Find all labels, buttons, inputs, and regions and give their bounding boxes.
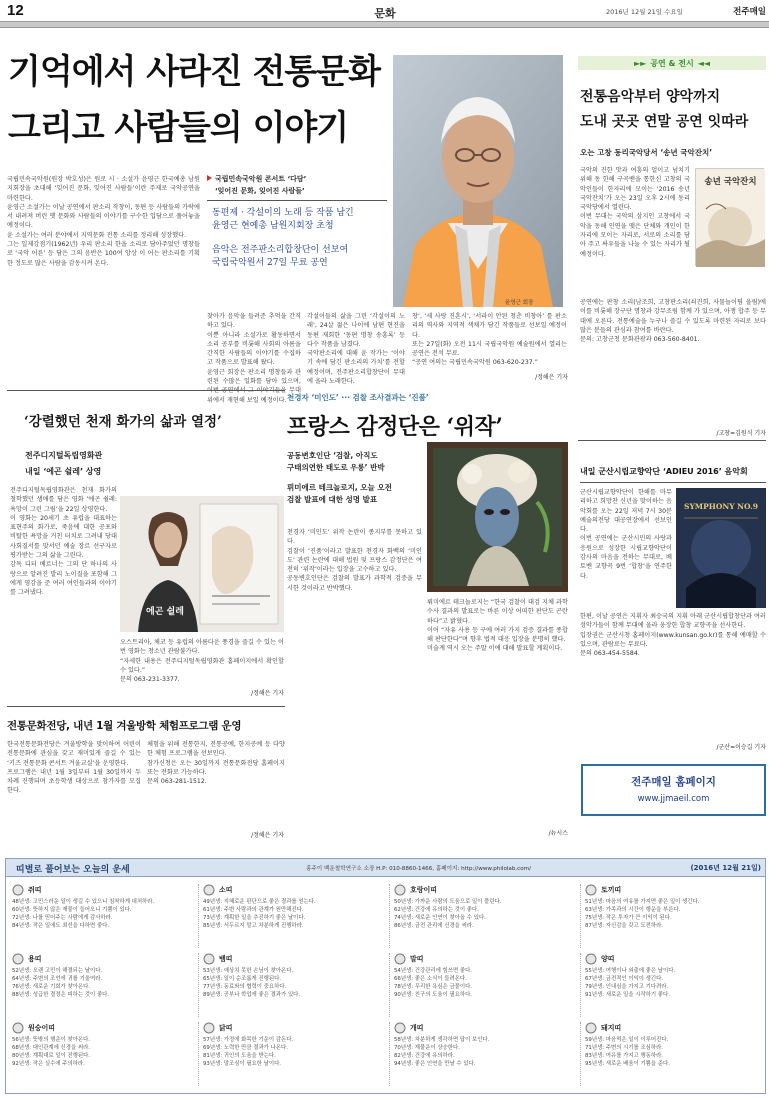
photo-caption: 윤영근 회장 — [505, 300, 534, 306]
fortune-sign-name: 뱀띠 — [219, 955, 233, 963]
painting-photo — [427, 442, 568, 592]
fortune-provider: 홍주이 백운철학연구소 소장 H.P: 010-8860-1466, 홈페이지: http://www.philolab.com/ — [306, 866, 532, 872]
ad-title: 전주매일 홈페이지 — [631, 776, 716, 788]
main-col4: 창’, ‘세 사랑 진혼시’, ‘서라이 안된 청춘 비창아’ 를 판소리의 역사와 지역적 색채가 담긴 작품들로 선보일 예정이다. 또는 27일(화) 오전 11시 국립국악원 예술원에서 열리는 공연은 전석 무료. “공연 여의는 국립민속국악원 063-620-237.” — [412, 313, 567, 367]
fortune-item-title — [203, 884, 385, 896]
deck-2 — [212, 244, 390, 272]
triangle-icon — [207, 175, 212, 181]
deck-2-line1: 음악은 전주판소리합창단이 선보여 — [212, 245, 349, 255]
portrait-photo — [393, 55, 563, 307]
mid2-col2: 뤼미에르 테크놀로지는 “한국 검찰이 대검 지체 과학수사 결과의 발표로는 바른 이상 어떠한 판단도 곤란하다”고 밝혔다. 이어 “자유 사용 등 구에 여러 가지 검증 결과를 종합해 판단한다”며 향후 법적 대응 입장을 분명히 했다. 미술계 역시 오는 주말 이에 대해 발표할 계획이다. — [427, 599, 568, 653]
fortune-divider — [198, 884, 199, 948]
fortune-sign-text: 58년생: 차분하게 생각하면 답이 보인다. 70년생: 재물운이 상승한다. 82년생: 건강에 유의하라. 94년생: 좋은 인연을 만날 수 있다. — [394, 1037, 490, 1067]
mid2-headline: 프랑스 감정단은 ‘위작’ — [287, 414, 503, 440]
bottom-left-col1: 한국전통문화전당은 겨울방학을 맞이하여 어린이 전통문화에 관심을 갖고 재미있게 즐길 수 있는 ‘키즈 전통문화 콘서트 겨울교실’을 운영한다. 프로그램은 내년 1월 3일부터 1월 30일까지 두 차례 진행되며 초등학생 대상으로 참가자를 모집한다. — [7, 741, 141, 795]
fortune-sign-text: 59년생: 마음먹은 일이 이루어진다. 71년생: 주변의 시기를 조심하라. 83년생: 여유를 가지고 행동하라. 95년생: 새로운 배움이 기쁨을 준다. — [585, 1037, 670, 1067]
zodiac-animal-icon — [394, 953, 406, 965]
left2-byline: /정해은 기자 — [251, 690, 284, 697]
left2-sub1: 전주디지털독립영화관 — [25, 451, 103, 460]
fortune-sign-name: 양띠 — [601, 955, 615, 963]
mid2-kicker: 천경자 ‘미인도’ ··· 검찰 조사결과는 ‘진품’ — [287, 393, 429, 402]
deck-1 — [212, 207, 390, 235]
fortune-sign-text: 57년생: 가정에 화목한 기운이 감돈다. 69년생: 노력한 만큼 결과가 나온다. 81년생: 귀인의 도움을 받는다. 93년생: 말조심이 필요한 날이다. — [203, 1037, 294, 1067]
deck-2-line2: 국립국악원서 27일 무료 공연 — [212, 258, 328, 268]
kicker-line1: 국립민속국악원 콘서트 ‘다담’ — [215, 175, 307, 183]
fortune-sign-text: 50년생: 가까운 사람의 도움으로 일이 풀린다. 62년생: 건강에 유의하는 것이 좋다. 74년생: 새로운 인연이 찾아올 수 있다. 86년생: 금전 관리에 신경을 써라. — [394, 899, 502, 929]
fortune-item — [394, 953, 576, 1019]
left2-text2: 오스트리아, 체코 등 유럽의 아름다운 풍경을 즐길 수 있는 이번 영화는 청소년 관람불가다. “자세한 내용은 전주디지털독립영화관 홈페이지에서 확인할 수 있다.” 문의 063-231-3377. — [120, 639, 284, 684]
fortune-item — [585, 1022, 767, 1088]
deck-rule-top — [207, 200, 387, 201]
fortune-item-title — [12, 1022, 194, 1034]
fortune-sign-name: 쥐띠 — [28, 886, 42, 894]
right1-divider — [578, 440, 766, 441]
mid2-sub1a: 공동변호인단 ‘검찰, 아직도 — [287, 451, 378, 460]
bottom-left-headline: 전통문화전당, 내년 1월 겨울방학 체험프로그램 운영 — [7, 720, 242, 732]
fortune-divider — [389, 1022, 390, 1086]
zodiac-animal-icon — [12, 953, 24, 965]
section-label — [578, 56, 766, 70]
right1-text1: 국악의 진한 맛과 여흥의 얼이고 넘치기 위해 동 한해 구곡밴을 통한신 고창의 국악인들이 한자리에 모이는 ‘2016 송년 국악잔치’가 오는 23일 오후 2시에 동리국악당에서 열린다. 이번 무대는 국악의 삼지인 고창에서 국악을 동해 인연을 맺은 단체와 개인이 한자리에 모이는 자리로, 서로의 소리를 담아 주고 싸우들을 나눌 수 있는 자리가 될 예정이다. — [580, 167, 690, 258]
zodiac-animal-icon — [203, 953, 215, 965]
fortune-divider — [389, 884, 390, 948]
fortune-item-title — [585, 1022, 767, 1034]
fortune-item — [12, 1022, 194, 1088]
bottom-left-byline: /정해은 기자 — [251, 832, 284, 839]
right1-headline1: 전통음악부터 양악까지 — [580, 89, 721, 105]
mid2-sub2b: 검찰 발표에 대한 성명 발표 — [287, 495, 378, 504]
right2-byline: /군산=이승길 기자 — [716, 744, 766, 751]
zodiac-animal-icon — [203, 1022, 215, 1034]
arrow-left-icon: ◄◄ — [697, 58, 711, 68]
fortune-sign-name: 원숭이띠 — [28, 1024, 56, 1032]
fortune-sign-name: 돼지띠 — [601, 1024, 622, 1032]
fortune-item-title — [394, 953, 576, 965]
left2-rule — [7, 390, 285, 391]
fortune-item — [394, 1022, 576, 1088]
homepage-ad[interactable] — [581, 764, 766, 816]
film-poster — [120, 496, 284, 632]
fortune-sign-name: 용띠 — [28, 955, 42, 963]
fortune-sign-text: 49년생: 지혜로운 판단으로 좋은 결과를 얻는다. 61년생: 주변 사람과의 관계가 원만해진다. 73년생: 계획한 일을 추진하기 좋은 날이다. 85년생: 서두르지 말고 차분하게 진행하라. — [203, 899, 316, 929]
zodiac-animal-icon — [585, 953, 597, 965]
bottom-left-rule — [7, 706, 285, 707]
fortune-sign-name: 개띠 — [410, 1024, 424, 1032]
fortune-date: (2016년 12월 21일) — [690, 864, 761, 872]
fortune-divider — [580, 884, 581, 948]
fortune-item-title — [585, 953, 767, 965]
fortune-sign-name: 소띠 — [219, 886, 233, 894]
fortune-item-title — [12, 953, 194, 965]
mid2-col1: 천경자 ‘미인도’ 위작 논란이 종지부를 못하고 있다. 검찰이 ‘진품’이라고 발표한 천경자 화백의 ‘미인도’ 관련 논란에 대해 법원 및 프랑스 감정단은 여전히 ‘위작’이라는 입장을 고수하고 있다. 공동변호인단은 검찰의 발표가 과학적 검증을 무시한 것이라고 반박했다. — [287, 529, 422, 592]
right1-text2: 공연에는 판창 소리(남조희, 고창판소리(쇠진희, 사물놀이팀 올림)에 이를 비롯해 장구단 명창과 강무조림 함께 가 있으며, 아쟁 합주 등 무대에 오른다. 전통예술을 누구나 즐길 수 있도록 마련된 자리로 보다 많은 분들의 관심과 참여를 바란다. 문의: 고창군청 문화관광과 063-560-8401. — [580, 299, 766, 344]
fortune-sign-name: 호랑이띠 — [410, 886, 438, 894]
right2-text2: 한편, 이날 공연은 지휘자 최승국의 지휘 아래 군산시립합창단과 여러 성악가들이 함께 무대에 올라 웅장한 합창 교향곡을 선사한다. 입장권은 군산시청 홈페이지(www.kunsan.go.kr)를 통해 예매할 수 있으며, 관람료는 무료다. 문의 063-454-5584. — [580, 613, 766, 658]
fortune-item-title — [203, 1022, 385, 1034]
fortune-header — [6, 859, 765, 877]
fortune-item-title — [585, 884, 767, 896]
fortune-sign-text: 48년생: 고민스러운 일이 생길 수 있으니 침착하게 대처하라. 60년생: 뜻하지 않은 재물이 들어오니 기쁨이 있다. 72년생: 나를 믿어주는 사람에게 감사하라. 84년생: 작은 일에도 최선을 다하면 좋다. — [12, 899, 155, 929]
mid2-subs — [287, 450, 437, 530]
article-kicker — [207, 174, 387, 198]
right2-text1: 군산시립교향악단이 한해를 마무리하고 희망찬 신년을 맞이하는 음악회를 오는 22일 저녁 7시 30분 예술의전당 대공연장에서 선보인다. 이번 공연에는 군산시민의 사랑과 응원으로 성장한 시립교향악단이 감사의 마음을 전하는 무대로, 베토벤 교향곡 9번 ‘합창’을 연주한다. — [580, 489, 672, 580]
fortune-item — [12, 953, 194, 1019]
ad-url[interactable]: www.jjmaeil.com — [637, 794, 710, 804]
poster-title: 송년 국악잔치 — [704, 177, 757, 187]
right2-headline: 내일 군산시립교향악단 ‘ADIEU 2016’ 음악회 — [580, 467, 748, 476]
page-number: 12 — [7, 2, 24, 19]
header-rule — [0, 21, 769, 28]
fortune-sign-text: 54년생: 건강관리에 힘쓰면 좋다. 66년생: 좋은 소식이 들려온다. 78년생: 무리한 욕심은 금물이다. 90년생: 친구의 도움이 필요하다. — [394, 968, 473, 998]
fortune-item — [394, 884, 576, 950]
right1-byline: /고창=김원식 기자 — [716, 430, 766, 437]
symphony-poster — [676, 488, 766, 608]
fortune-sign-name: 말띠 — [410, 955, 424, 963]
deck-1-line2: 윤영근 현예총 남원지회장 초청 — [212, 221, 334, 231]
fortune-sign-name: 닭띠 — [219, 1024, 233, 1032]
fortune-divider — [580, 1022, 581, 1086]
fortune-sign-text: 52년생: 오랜 고민이 해결되는 날이다. 64년생: 주변의 조언에 귀를 기울여라. 76년생: 새로운 기회가 찾아온다. 88년생: 성급한 결정은 피하는 것이 좋다. — [12, 968, 110, 998]
film-poster-title: 에곤 쉴레 — [146, 607, 184, 617]
fortune-divider — [198, 1022, 199, 1086]
fortune-item — [12, 884, 194, 950]
fortune-divider — [389, 953, 390, 1017]
zodiac-animal-icon — [12, 1022, 24, 1034]
fortune-divider — [580, 953, 581, 1017]
main-col2b: 찾아가 음악을 들려준 추억을 간직하고 있다. 이뿐 아니라 소설가로 활동하면서 소리 공부를 비롯해 사회의 아름을 간직한 사람들의 이야기를 수집하고 작품으로 발표해 왔다. 윤영근 회장은 판소리 명창들과 관련된 수많은 일화를 담아 있으며, 이번 공연에서 그 이야기들을 무대 위에서 재현해 보일 예정이다. — [207, 313, 301, 404]
fortune-sign-text: 55년생: 여행이나 외출에 좋은 날이다. 67년생: 금전적인 이익이 생긴다. 79년생: 인내심을 가지고 기다려라. 91년생: 새로운 일을 시작하기 좋다. — [585, 968, 676, 998]
right1-headline2: 도내 곳곳 연말 공연 잇따라 — [580, 114, 749, 130]
left2-headline: ‘강렬했던 천재 화가의 삶과 열정’ — [24, 414, 222, 430]
fortune-item-title — [12, 884, 194, 896]
zodiac-animal-icon — [585, 884, 597, 896]
fortune-sign-text: 56년생: 뜻밖의 행운이 찾아온다. 68년생: 대인관계에 신경을 써라. 80년생: 계획대로 일이 진행된다. 92년생: 작은 실수에 주의하라. — [12, 1037, 91, 1067]
concert-poster — [695, 168, 764, 266]
fortune-item — [203, 953, 385, 1019]
fortune-item-title — [394, 884, 576, 896]
fortune-item-title — [203, 953, 385, 965]
fortune-item — [585, 884, 767, 950]
main-byline: /정해은 기자 — [535, 374, 568, 381]
mid2-byline: /뉴시스 — [548, 830, 568, 837]
main-col1: 국립민속국악원(원장 박호성)은 원로 시 · 소설가 윤영근 한국예총 남원지회장을 초대해 ‘잊어진 문화, 잊어진 사람들’이란 주제로 국악공연을 마련한다. 윤영근 소설가는 이날 공연에서 판소리 작창이, 동편 등 사람들의 가락에서 내려져 버린 옛 문화와 사람들의 이야기를 구수한 입담으로 풀어놓을 예정이다. 윤 소설가는 여러 분야에서 지역문화 전통 소리를 정리해 성장했다. 그는 일제강점기(1962년) 우리 판소리 한을 소리로 담아주었던 명창들로 ‘국악 어른’ 등 담은 그의 음반은 100여 앙상 이 어는 판소리를 기획한 정도로 많은 사람을 감동시켜 온다. — [7, 176, 201, 267]
fortune-item — [203, 884, 385, 950]
right2-rule — [580, 482, 766, 483]
zodiac-animal-icon — [394, 884, 406, 896]
fortune-item — [203, 1022, 385, 1088]
main-col3: 각설이들의 삶을 그린 ‘각설이의 노래’, 24살 젊은 나이에 남편 현진을 동편 재회한 ‘동편 명창 송흥록’ 등 다수 작품을 남겼다. 국악판소리에 대해 윤 작가는 ‘이야기 속에 담긴 판소리의 가치’를 전할 예정이며, 전주판소리합창단이 무대에 올라 노래한다. — [307, 313, 405, 386]
paper-name: 전주매일 — [733, 7, 766, 17]
fortune-sign-name: 토끼띠 — [601, 886, 622, 894]
zodiac-animal-icon — [12, 884, 24, 896]
fortune-divider — [198, 953, 199, 1017]
symphony-title: SYMPHONY NO.9 — [684, 502, 758, 511]
fortune-sign-text: 51년생: 마음의 여유를 가지면 좋은 일이 생긴다. 63년생: 가족과의 시간이 행운을 부른다. 75년생: 작은 투자가 큰 이익이 된다. 87년생: 자신감을 갖고 도전하라. — [585, 899, 700, 929]
zodiac-animal-icon — [203, 884, 215, 896]
mid2-sub2a: 뤼미에르 테크놀로지, 오늘 오전 — [287, 483, 392, 492]
left2-sub2: 내일 ‘에곤 쉴레’ 상영 — [25, 467, 102, 476]
zodiac-animal-icon — [394, 1022, 406, 1034]
issue-date: 2016년 12월 21일 수요일 — [606, 8, 683, 16]
section-label-text: 공연 & 전시 — [650, 58, 694, 68]
zodiac-animal-icon — [585, 1022, 597, 1034]
bottom-left-col2: 체험을 위해 전통한지, 전통공예, 한지공예 등 다양한 체험 프로그램을 선보인다. 참가신청은 오는 30일까지 전통문화전당 홈페이지 또는 전화로 가능하다. 문의 063-281-1512. — [147, 741, 285, 786]
fortune-item-title — [394, 1022, 576, 1034]
kicker-line2: ‘잊어진 문화, 잊어진 사람들’ — [215, 187, 305, 195]
fortune-item — [585, 953, 767, 1019]
headline-line2: 그리고 사람들의 이야기 — [8, 108, 349, 148]
mid2-sub1b: 구태의연한 태도로 우롱’ 반박 — [287, 463, 385, 472]
left2-text1: 전주디지털독립영화관은 천재 화가의 철학했던 생애를 담은 영화 ‘에곤 쉴레: 욕망이 그린 그림’을 22일 상영한다. 이 영화는 20세기 초 유럽을 대표하는 표현주의 화가로, 죽음에 대한 공포와 비탈한 욕망을 거친 터치로 그려내 당대 사회질서를 맞서던 예술 장르 선구자로 평가받는 그의 삶을 그린다. 감독 디터 베르너는 그의 단 하나의 사랑으로 알려진 발리 노이질을 포함해 그에게 영감을 준 여러 여인들과의 이야기를 그려냈다. — [10, 487, 117, 597]
right1-sub: 오는 고창 동리국악당서 ‘송년 국악잔치’ — [580, 148, 713, 157]
deck-1-line1: 동편제 · 각설이의 노래 등 작품 남긴 — [212, 208, 354, 218]
fortune-sign-text: 53년생: 예상치 못한 손님이 찾아온다. 65년생: 일이 순조롭게 진행된다. 77년생: 동료와의 협력이 중요하다. 89년생: 공부나 학업에 좋은 결과가 있다. — [203, 968, 301, 998]
fortune-title: 띠별로 풀어보는 오늘의 운세 — [16, 865, 130, 875]
arrow-right-icon: ►► — [633, 58, 647, 68]
headline-line1: 기억에서 사라진 전통문화 — [8, 52, 380, 92]
section-name: 문화 — [374, 7, 396, 20]
